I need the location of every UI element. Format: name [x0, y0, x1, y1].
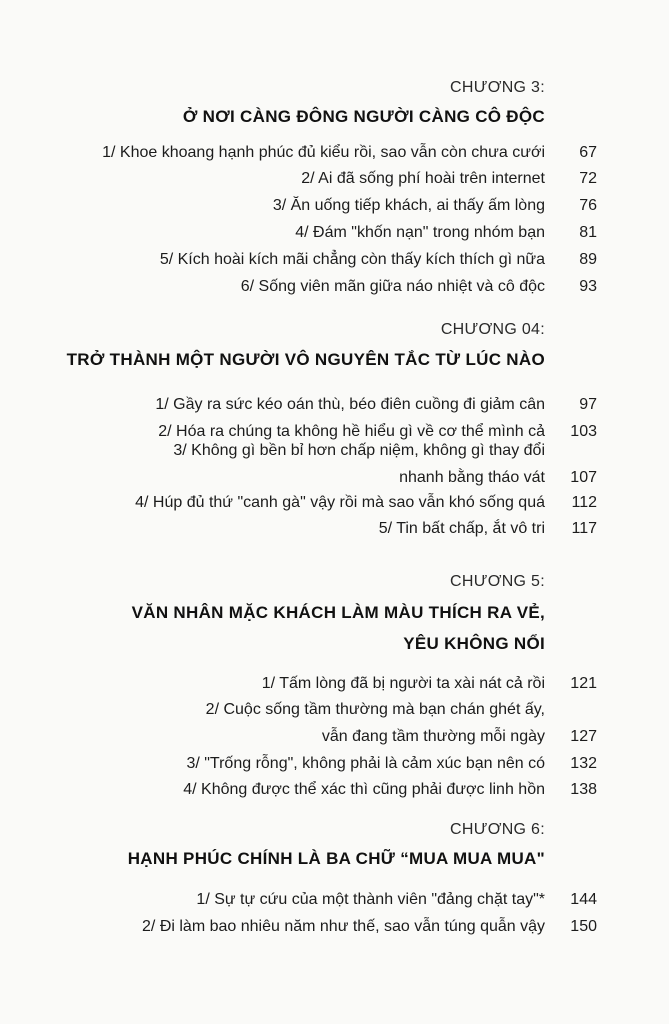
- entry-page: 117: [571, 520, 597, 537]
- toc-entry: [0, 247, 669, 273]
- entry-title: 2/ Cuộc sống tầm thường mà bạn chán ghét ấy,: [205, 701, 545, 718]
- toc-entry: [0, 220, 669, 246]
- entry-page: 138: [570, 781, 597, 798]
- entry-title: 1/ Gầy ra sức kéo oán thù, béo điên cuồng đi giảm cân: [155, 396, 545, 413]
- toc-entry: [0, 438, 669, 464]
- chapter-label: CHƯƠNG 3:: [450, 79, 545, 96]
- entry-page: 81: [579, 224, 597, 241]
- entry-title: 2/ Ai đã sống phí hoài trên internet: [301, 170, 545, 187]
- entry-title: 2/ Đi làm bao nhiêu năm như thế, sao vẫn túng quẫn vậy: [142, 918, 545, 935]
- entry-title: 3/ "Trống rỗng", không phải là cảm xúc bạn nên có: [186, 755, 545, 772]
- entry-title-continued: nhanh bằng tháo vát: [399, 469, 545, 486]
- toc-entry-continued: [0, 724, 669, 750]
- toc-entry-continued: [0, 465, 669, 491]
- toc-entry: [0, 751, 669, 777]
- chapter-label: CHƯƠNG 5:: [450, 573, 545, 590]
- entry-title: 1/ Sự tự cứu của một thành viên "đảng chặt tay"*: [196, 891, 545, 908]
- toc-entry: [0, 140, 669, 166]
- entry-page: 107: [570, 469, 597, 486]
- entry-page: 127: [570, 728, 597, 745]
- entry-page: 89: [579, 251, 597, 268]
- entry-page: 72: [579, 170, 597, 187]
- entry-page: 132: [570, 755, 597, 772]
- chapter-label: CHƯƠNG 6:: [450, 821, 545, 838]
- toc-entry: [0, 777, 669, 803]
- entry-title: 5/ Tin bất chấp, ắt vô tri: [378, 520, 545, 537]
- toc-entry: [0, 392, 669, 418]
- entry-page: 67: [579, 144, 597, 161]
- toc-entry: [0, 193, 669, 219]
- toc-entry: [0, 166, 669, 192]
- toc-entry: [0, 274, 669, 300]
- entry-title: 6/ Sống viên mãn giữa náo nhiệt và cô độc: [240, 278, 545, 295]
- chapter-label: CHƯƠNG 04:: [440, 321, 545, 338]
- entry-page: 93: [579, 278, 597, 295]
- toc-entry: [0, 914, 669, 940]
- chapter-title-continued: YÊU KHÔNG NỔI: [403, 634, 545, 653]
- chapter-title: Ở NƠI CÀNG ĐÔNG NGƯỜI CÀNG CÔ ĐỘC: [182, 107, 545, 126]
- toc-entry: [0, 697, 669, 723]
- toc-entry: [0, 516, 669, 542]
- entry-title: 3/ Ăn uống tiếp khách, ai thấy ấm lòng: [272, 197, 545, 214]
- chapter-title: VĂN NHÂN MẶC KHÁCH LÀM MÀU THÍCH RA VẺ,: [131, 603, 545, 622]
- entry-page: 144: [570, 891, 597, 908]
- toc-entry: [0, 490, 669, 516]
- entry-title: 3/ Không gì bền bỉ hơn chấp niệm, không gì thay đổi: [173, 442, 545, 459]
- toc-entry: [0, 671, 669, 697]
- entry-title: 1/ Tấm lòng đã bị người ta xài nát cả rồi: [261, 675, 545, 692]
- entry-title: 2/ Hóa ra chúng ta không hề hiểu gì về cơ thể mình cả: [158, 423, 545, 440]
- toc-entry: [0, 887, 669, 913]
- chapter-title: TRỞ THÀNH MỘT NGƯỜI VÔ NGUYÊN TẮC TỪ LÚC NÀO: [66, 350, 545, 369]
- entry-page: 76: [579, 197, 597, 214]
- chapter-title: HẠNH PHÚC CHÍNH LÀ BA CHỮ “MUA MUA MUA": [127, 849, 545, 868]
- entry-title: 4/ Đám "khốn nạn" trong nhóm bạn: [295, 224, 545, 241]
- entry-page: 97: [579, 396, 597, 413]
- entry-title-continued: vẫn đang tầm thường mỗi ngày: [321, 728, 545, 745]
- entry-title: 1/ Khoe khoang hạnh phúc đủ kiểu rồi, sao vẫn còn chưa cưới: [102, 144, 545, 161]
- entry-title: 4/ Húp đủ thứ "canh gà" vậy rồi mà sao vẫn khó sống quá: [135, 494, 545, 511]
- entry-page: 150: [570, 918, 597, 935]
- entry-page: 121: [570, 675, 597, 692]
- entry-title: 4/ Không được thể xác thì cũng phải được linh hồn: [183, 781, 545, 798]
- entry-title: 5/ Kích hoài kích mãi chẳng còn thấy kích thích gì nữa: [159, 251, 545, 268]
- entry-page: 103: [570, 423, 597, 440]
- entry-page: 112: [571, 494, 597, 511]
